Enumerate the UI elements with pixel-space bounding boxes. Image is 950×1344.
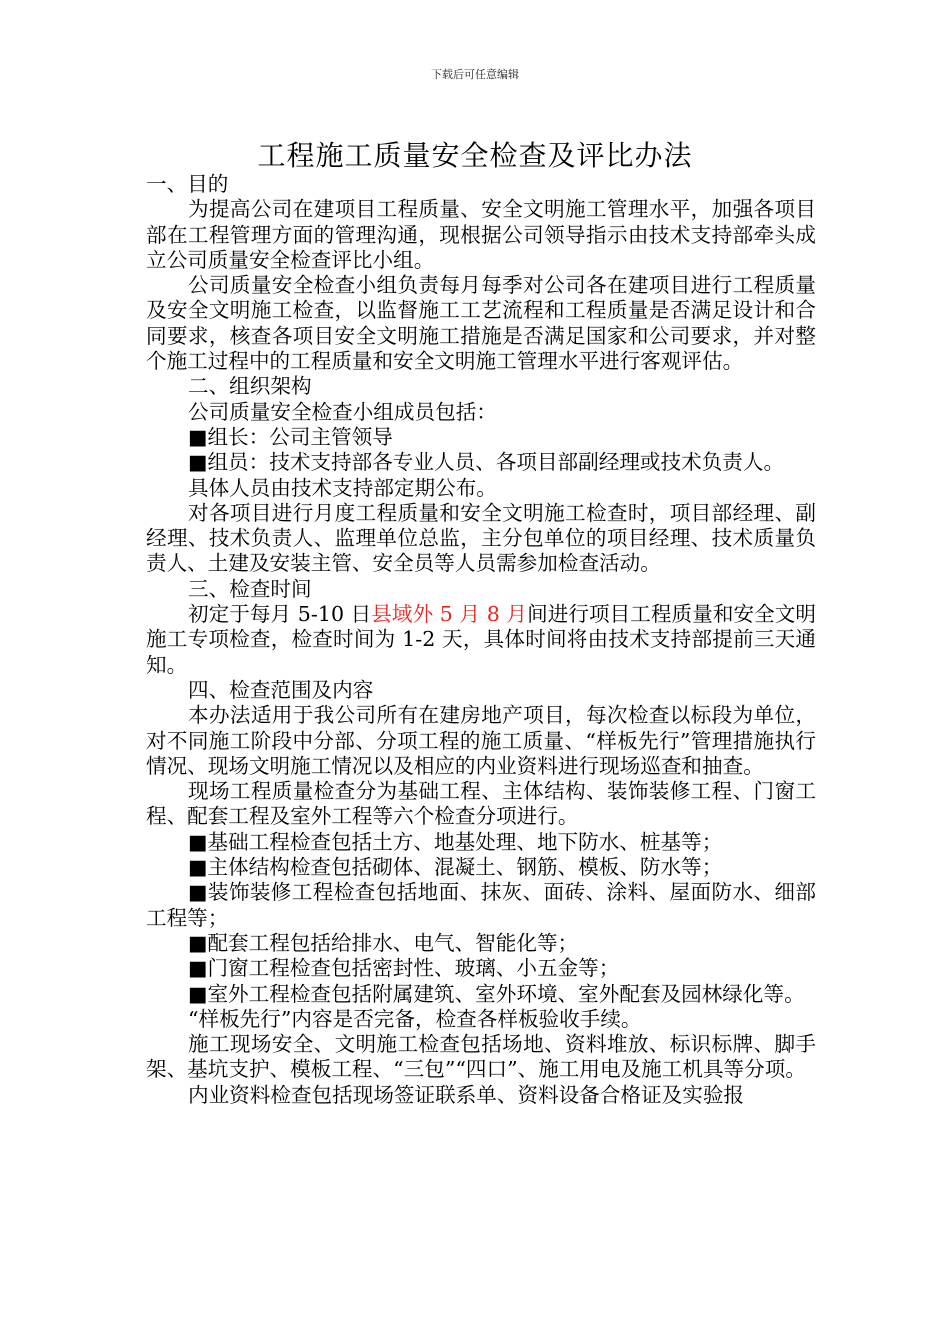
list-item: ■门窗工程检查包括密封性、玻璃、小五金等； [188, 956, 620, 981]
list-item: ■基础工程检查包括土方、地基处理、地下防水、桩基等； [188, 829, 723, 854]
section-heading-organization: 二、组织架构 [188, 374, 312, 399]
section-heading-purpose: 一、目的 [146, 172, 229, 196]
document-body [146, 172, 816, 1108]
paragraph: 内业资料检查包括现场签证联系单、资料设备合格证及实验报 [188, 1082, 745, 1107]
paragraph: 为提高公司在建项目工程质量、安全文明施工管理水平，加强各项目部在工程管理方面的管理沟通，现根据公司领导指示由技术支持部牵头成立公司质量安全检查评比小组。 [146, 197, 816, 272]
highlighted-text: 县域外 5 月 8 月 [371, 602, 528, 627]
paragraph: 公司质量安全检查小组成员包括： [188, 399, 497, 424]
list-item: ■装饰装修工程检查包括地面、抹灰、面砖、涂料、屋面防水、细部工程等； [146, 880, 816, 930]
paragraph: “样板先行”内容是否完备，检查各样板验收手续。 [188, 1006, 642, 1031]
page-header: 下载后可任意编辑 [431, 68, 519, 81]
list-item: ■组长：公司主管领导 [188, 424, 393, 449]
paragraph: 公司质量安全检查小组负责每月每季对公司各在建项目进行工程质量及安全文明施工检查，以监督施工工艺流程和工程质量是否满足设计和合同要求，核查各项目安全文明施工措施是否满足国家和公司要求，并对整个施工过程中的工程质量和安全文明施工管理水平进行客观评估。 [146, 273, 816, 374]
paragraph: 施工现场安全、文明施工检查包括场地、资料堆放、标识标牌、脚手架、基坑支护、模板工程、“三包”“四口”、施工用电及施工机具等分项。 [146, 1032, 816, 1082]
paragraph: 具体人员由技术支持部定期公布。 [188, 475, 497, 500]
list-item: ■室外工程检查包括附属建筑、室外环境、室外配套及园林绿化等。 [188, 981, 805, 1006]
section-heading-time: 三、检查时间 [188, 576, 312, 601]
paragraph: 对各项目进行月度工程质量和安全文明施工检查时，项目部经理、副经理、技术负责人、监理单位总监，主分包单位的项目经理、技术质量负责人、土建及安装主管、安全员等人员需参加检查活动。 [146, 500, 816, 576]
list-item: ■组员：技术支持部各专业人员、各项目部副经理或技术负责人。 [188, 450, 785, 475]
paragraph: 本办法适用于我公司所有在建房地产项目，每次检查以标段为单位，对不同施工阶段中分部、分项工程的施工质量、“样板先行”管理措施执行情况、现场文明施工情况以及相应的内业资料进行现场巡查和抽查。 [146, 703, 816, 778]
list-item: ■主体结构检查包括砌体、混凝土、钢筋、模板、防水等； [188, 855, 723, 880]
paragraph-time [146, 602, 816, 678]
time-text: 间进行项目工程质量和安全文明施工专项检查，检查时间为 1-2 天，具体时间将由技术支持部提前三天通知。 [146, 602, 816, 677]
time-text: 初定于每月 5-10 日 [188, 602, 372, 627]
list-item: ■配套工程包括给排水、电气、智能化等； [188, 930, 579, 955]
document-title: 工程施工质量安全检查及评比办法 [257, 139, 693, 172]
paragraph: 现场工程质量检查分为基础工程、主体结构、装饰装修工程、门窗工程、配套工程及室外工程等六个检查分项进行。 [146, 779, 816, 829]
section-heading-scope: 四、检查范围及内容 [188, 677, 374, 702]
